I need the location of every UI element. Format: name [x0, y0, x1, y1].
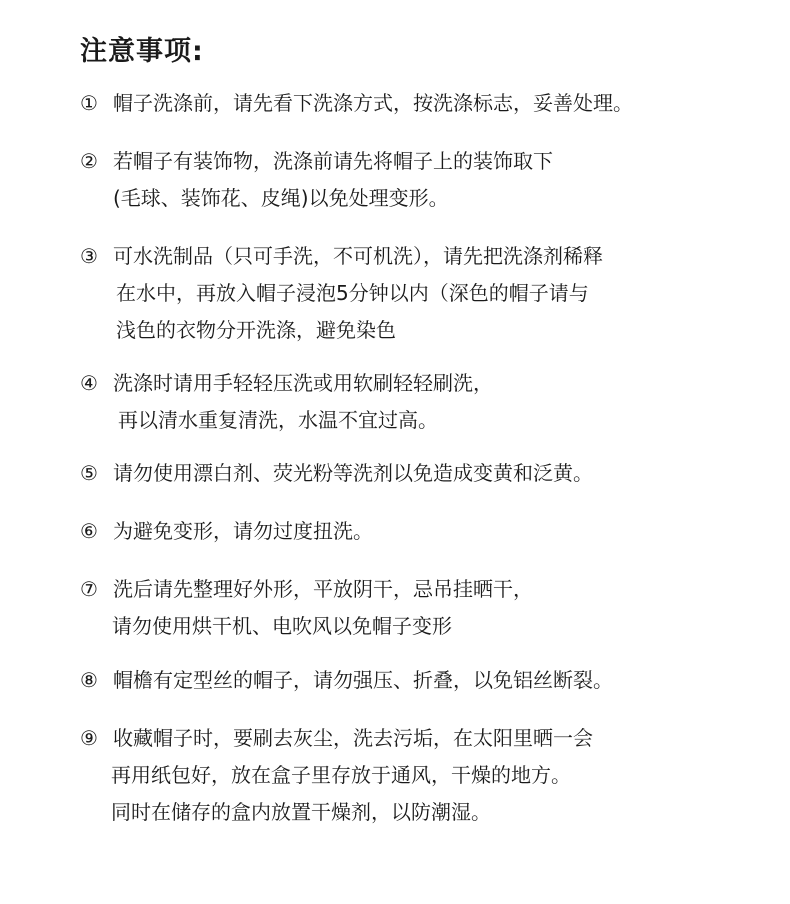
page-title: 注意事项: — [80, 36, 204, 67]
instruction-text: 再以清水重复清洗，水温不宜过高。 — [118, 408, 438, 432]
instruction-text: 可水洗制品（只可手洗，不可机洗），请先把洗涤剂稀释 — [113, 244, 603, 268]
instruction-line — [80, 365, 790, 402]
instruction-text: 再用纸包好，放在盒子里存放于通风，干燥的地方。 — [111, 763, 571, 787]
instruction-item-6 — [80, 513, 790, 550]
instruction-item-9 — [80, 720, 790, 831]
instruction-item-7 — [80, 571, 790, 645]
instruction-text: 在水中，再放入帽子浸泡5分钟以内（深色的帽子请与 — [116, 281, 589, 305]
item-number: ④ — [80, 371, 98, 395]
instruction-line — [80, 513, 790, 550]
instruction-text: 帽檐有定型丝的帽子，请勿强压、折叠，以免铝丝断裂。 — [113, 668, 613, 692]
instruction-text: (毛球、装饰花、皮绳)以免处理变形。 — [113, 186, 449, 210]
instruction-line — [80, 402, 790, 439]
instruction-line — [80, 794, 790, 831]
instruction-text: 同时在储存的盒内放置干燥剂，以防潮湿。 — [111, 800, 491, 824]
instruction-text: 请勿使用烘干机、电吹风以免帽子变形 — [112, 614, 452, 638]
instruction-item-5 — [80, 455, 790, 492]
instruction-text: 帽子洗涤前，请先看下洗涤方式，按洗涤标志，妥善处理。 — [113, 91, 633, 115]
item-number: ⑥ — [80, 519, 98, 543]
instruction-item-8 — [80, 662, 790, 699]
instruction-text: 为避免变形，请勿过度扭洗。 — [113, 519, 373, 543]
instruction-line — [80, 757, 790, 794]
instruction-line — [80, 275, 790, 312]
instruction-item-3 — [80, 238, 790, 349]
instruction-text: 洗后请先整理好外形，平放阴干，忌吊挂晒干， — [113, 577, 533, 601]
item-number: ③ — [80, 244, 98, 268]
instruction-text: 洗涤时请用手轻轻压洗或用软刷轻轻刷洗， — [113, 371, 493, 395]
instruction-item-4 — [80, 365, 790, 439]
instruction-line — [80, 180, 790, 217]
instruction-line — [80, 455, 790, 492]
instruction-item-2 — [80, 143, 790, 217]
instruction-line — [80, 571, 790, 608]
item-number: ⑤ — [80, 461, 98, 485]
instruction-line — [80, 720, 790, 757]
instruction-item-1 — [80, 85, 790, 122]
instruction-line — [80, 662, 790, 699]
instruction-text: 收藏帽子时，要刷去灰尘，洗去污垢，在太阳里晒一会 — [113, 726, 593, 750]
instruction-line — [80, 143, 790, 180]
instruction-line — [80, 608, 790, 645]
instruction-line — [80, 238, 790, 275]
item-number: ② — [80, 149, 98, 173]
item-number: ⑨ — [80, 726, 98, 750]
instruction-line — [80, 312, 790, 349]
item-number: ⑧ — [80, 668, 98, 692]
instruction-text: 请勿使用漂白剂、荧光粉等洗剂以免造成变黄和泛黄。 — [113, 461, 593, 485]
instruction-line — [80, 85, 790, 122]
item-number: ① — [80, 91, 98, 115]
item-number: ⑦ — [80, 577, 98, 601]
instruction-text: 浅色的衣物分开洗涤，避免染色 — [116, 318, 396, 342]
instruction-text: 若帽子有装饰物，洗涤前请先将帽子上的装饰取下 — [113, 149, 553, 173]
